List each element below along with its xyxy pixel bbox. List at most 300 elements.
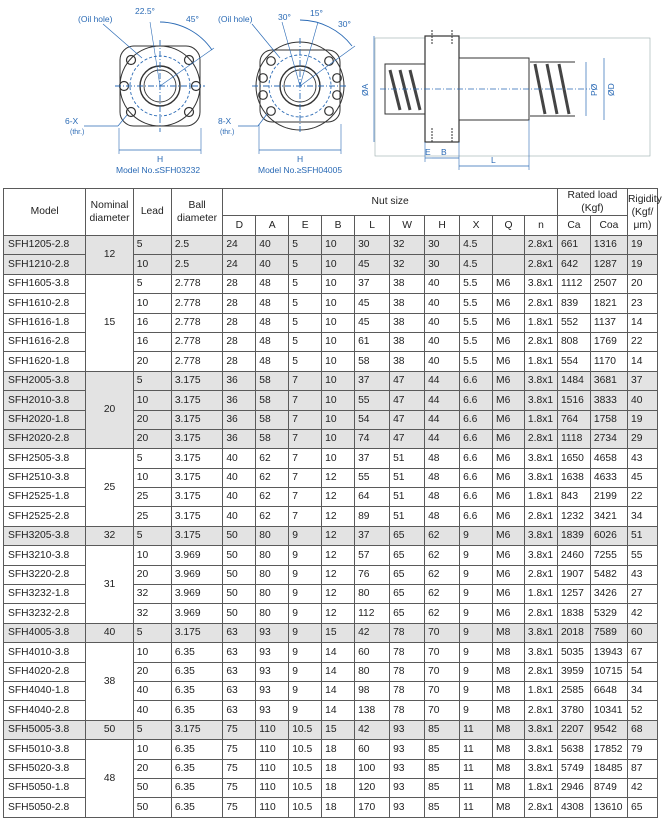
cell-a: 110 xyxy=(256,740,289,759)
cell-coa: 13610 xyxy=(590,798,627,817)
cell-n: 3.8x1 xyxy=(524,643,557,662)
cell-model: SFH4005-3.8 xyxy=(4,623,86,642)
cell-l: 54 xyxy=(355,410,390,429)
cell-n: 2.8x1 xyxy=(524,604,557,623)
cell-h: 40 xyxy=(425,352,460,371)
cell-ca: 2460 xyxy=(557,546,590,565)
cell-q: M8 xyxy=(493,740,525,759)
cell-ca: 1118 xyxy=(557,429,590,448)
cell-model: SFH5010-3.8 xyxy=(4,740,86,759)
cell-b: 12 xyxy=(322,585,355,604)
cell-l: 61 xyxy=(355,332,390,351)
cell-d: 75 xyxy=(223,759,256,778)
cell-e: 7 xyxy=(289,507,322,526)
cell-b: 12 xyxy=(322,565,355,584)
header-nominal-diameter: Nominal diameter xyxy=(86,189,133,236)
cell-b: 14 xyxy=(322,643,355,662)
cell-e: 9 xyxy=(289,701,322,720)
cell-n: 2.8x1 xyxy=(524,662,557,681)
cell-ball-diameter: 6.35 xyxy=(171,740,222,759)
cell-x: 9 xyxy=(460,585,493,604)
cell-lead: 50 xyxy=(133,798,171,817)
cell-n: 1.8x1 xyxy=(524,585,557,604)
cell-h: 48 xyxy=(425,468,460,487)
header-rigidity: Rigidity (Kgf/ μm) xyxy=(627,189,657,236)
cell-ca: 1484 xyxy=(557,371,590,390)
cell-a: 58 xyxy=(256,391,289,410)
cell-l: 76 xyxy=(355,565,390,584)
cell-nominal-diameter: 15 xyxy=(86,274,133,371)
cell-h: 44 xyxy=(425,410,460,429)
cell-ball-diameter: 6.35 xyxy=(171,778,222,797)
cell-x: 9 xyxy=(460,604,493,623)
model-label-a: Model No.≤SFH03232 xyxy=(116,165,201,175)
cell-n: 3.8x1 xyxy=(524,391,557,410)
cell-q: M6 xyxy=(493,391,525,410)
cell-x: 6.6 xyxy=(460,410,493,429)
cell-a: 93 xyxy=(256,701,289,720)
cell-d: 63 xyxy=(223,623,256,642)
cell-ca: 5638 xyxy=(557,740,590,759)
cell-b: 12 xyxy=(322,526,355,545)
cell-rigidity: 20 xyxy=(627,274,657,293)
cell-ca: 2946 xyxy=(557,778,590,797)
cell-rigidity: 43 xyxy=(627,449,657,468)
cell-a: 48 xyxy=(256,274,289,293)
cell-x: 6.6 xyxy=(460,429,493,448)
cell-a: 110 xyxy=(256,778,289,797)
cell-rigidity: 19 xyxy=(627,410,657,429)
cell-model: SFH3220-2.8 xyxy=(4,565,86,584)
cell-e: 10.5 xyxy=(289,759,322,778)
cell-lead: 10 xyxy=(133,643,171,662)
cell-e: 7 xyxy=(289,429,322,448)
cell-d: 36 xyxy=(223,410,256,429)
cell-l: 100 xyxy=(355,759,390,778)
cell-a: 62 xyxy=(256,507,289,526)
cell-ball-diameter: 2.778 xyxy=(171,332,222,351)
cell-lead: 5 xyxy=(133,274,171,293)
cell-b: 12 xyxy=(322,546,355,565)
cell-x: 4.5 xyxy=(460,236,493,255)
cell-ca: 1838 xyxy=(557,604,590,623)
cell-w: 38 xyxy=(390,274,425,293)
cell-n: 2.8x1 xyxy=(524,332,557,351)
cell-coa: 3421 xyxy=(590,507,627,526)
cell-a: 62 xyxy=(256,488,289,507)
cell-q: M6 xyxy=(493,546,525,565)
cell-l: 55 xyxy=(355,468,390,487)
cell-b: 10 xyxy=(322,391,355,410)
cell-h: 48 xyxy=(425,488,460,507)
cell-q: M8 xyxy=(493,643,525,662)
cell-a: 48 xyxy=(256,332,289,351)
cell-a: 48 xyxy=(256,352,289,371)
cell-rigidity: 67 xyxy=(627,643,657,662)
cell-e: 7 xyxy=(289,391,322,410)
cell-lead: 10 xyxy=(133,740,171,759)
cell-a: 80 xyxy=(256,526,289,545)
cell-b: 18 xyxy=(322,740,355,759)
cell-ca: 1516 xyxy=(557,391,590,410)
holes-label-a: 6-X xyxy=(65,116,79,126)
cell-ball-diameter: 3.175 xyxy=(171,371,222,390)
cell-rigidity: 40 xyxy=(627,391,657,410)
cell-rigidity: 29 xyxy=(627,429,657,448)
cell-q xyxy=(493,236,525,255)
dim-b-label: B xyxy=(441,147,447,157)
cell-w: 51 xyxy=(390,507,425,526)
cell-coa: 10715 xyxy=(590,662,627,681)
subheader-q: Q xyxy=(493,216,525,236)
cell-e: 7 xyxy=(289,468,322,487)
cell-x: 9 xyxy=(460,643,493,662)
cell-n: 2.8x1 xyxy=(524,701,557,720)
angle-label-b1: 30° xyxy=(278,12,291,22)
cell-b: 10 xyxy=(322,410,355,429)
cell-lead: 32 xyxy=(133,585,171,604)
cell-model: SFH1620-1.8 xyxy=(4,352,86,371)
holes-label-b: 8-X xyxy=(218,116,232,126)
cell-l: 30 xyxy=(355,236,390,255)
cell-lead: 16 xyxy=(133,313,171,332)
cell-coa: 6026 xyxy=(590,526,627,545)
cell-b: 14 xyxy=(322,662,355,681)
cell-ca: 1650 xyxy=(557,449,590,468)
dim-d-label: ØD xyxy=(606,83,616,96)
cell-e: 9 xyxy=(289,643,322,662)
cell-b: 18 xyxy=(322,798,355,817)
cell-coa: 1137 xyxy=(590,313,627,332)
cell-coa: 10341 xyxy=(590,701,627,720)
cell-d: 63 xyxy=(223,681,256,700)
cell-w: 51 xyxy=(390,468,425,487)
cell-q: M6 xyxy=(493,585,525,604)
cell-h: 40 xyxy=(425,332,460,351)
cell-a: 48 xyxy=(256,313,289,332)
cell-ca: 2207 xyxy=(557,720,590,739)
cell-model: SFH5020-3.8 xyxy=(4,759,86,778)
cell-q: M8 xyxy=(493,720,525,739)
cell-h: 62 xyxy=(425,526,460,545)
cell-rigidity: 22 xyxy=(627,488,657,507)
cell-q: M6 xyxy=(493,604,525,623)
cell-a: 40 xyxy=(256,255,289,274)
cell-b: 10 xyxy=(322,429,355,448)
cell-l: 120 xyxy=(355,778,390,797)
cell-e: 9 xyxy=(289,681,322,700)
cell-l: 58 xyxy=(355,352,390,371)
flange-drawing-a xyxy=(84,22,214,154)
header-rated-load: Rated load (Kgf) xyxy=(557,189,627,216)
cell-lead: 20 xyxy=(133,565,171,584)
cell-n: 2.8x1 xyxy=(524,294,557,313)
cell-ball-diameter: 3.175 xyxy=(171,526,222,545)
cell-ca: 764 xyxy=(557,410,590,429)
thr-label-b: (thr.) xyxy=(220,129,235,136)
cell-model: SFH1616-1.8 xyxy=(4,313,86,332)
cell-ball-diameter: 2.778 xyxy=(171,352,222,371)
cell-h: 30 xyxy=(425,236,460,255)
cell-lead: 10 xyxy=(133,255,171,274)
cell-e: 5 xyxy=(289,255,322,274)
cell-ball-diameter: 6.35 xyxy=(171,798,222,817)
cell-d: 28 xyxy=(223,274,256,293)
cell-rigidity: 45 xyxy=(627,468,657,487)
cell-a: 62 xyxy=(256,468,289,487)
cell-a: 93 xyxy=(256,681,289,700)
cell-nominal-diameter: 20 xyxy=(86,371,133,449)
cell-x: 5.5 xyxy=(460,294,493,313)
cell-model: SFH4020-2.8 xyxy=(4,662,86,681)
cell-n: 2.8x1 xyxy=(524,507,557,526)
cell-ball-diameter: 3.175 xyxy=(171,410,222,429)
cell-e: 7 xyxy=(289,410,322,429)
cell-x: 6.6 xyxy=(460,391,493,410)
cell-coa: 3833 xyxy=(590,391,627,410)
cell-a: 48 xyxy=(256,294,289,313)
cell-w: 65 xyxy=(390,546,425,565)
cell-e: 9 xyxy=(289,546,322,565)
cell-ball-diameter: 2.5 xyxy=(171,236,222,255)
cell-rigidity: 14 xyxy=(627,352,657,371)
technical-drawings xyxy=(0,0,660,186)
cell-ball-diameter: 6.35 xyxy=(171,662,222,681)
cell-w: 47 xyxy=(390,371,425,390)
cell-w: 32 xyxy=(390,255,425,274)
cell-lead: 20 xyxy=(133,759,171,778)
cell-nominal-diameter: 40 xyxy=(86,623,133,642)
cell-lead: 5 xyxy=(133,720,171,739)
oil-hole-label-b: (Oil hole) xyxy=(218,14,253,24)
cell-h: 48 xyxy=(425,507,460,526)
cell-h: 70 xyxy=(425,643,460,662)
cell-rigidity: 19 xyxy=(627,236,657,255)
cell-w: 93 xyxy=(390,720,425,739)
cell-model: SFH5050-2.8 xyxy=(4,798,86,817)
cell-q: M6 xyxy=(493,429,525,448)
cell-q: M6 xyxy=(493,488,525,507)
cell-rigidity: 42 xyxy=(627,778,657,797)
cell-d: 24 xyxy=(223,236,256,255)
cell-l: 37 xyxy=(355,449,390,468)
cell-rigidity: 27 xyxy=(627,585,657,604)
cell-lead: 32 xyxy=(133,604,171,623)
cell-ball-diameter: 2.778 xyxy=(171,294,222,313)
cell-coa: 7589 xyxy=(590,623,627,642)
cell-l: 112 xyxy=(355,604,390,623)
cell-h: 44 xyxy=(425,429,460,448)
cell-lead: 16 xyxy=(133,332,171,351)
cell-b: 10 xyxy=(322,352,355,371)
cell-ball-diameter: 3.175 xyxy=(171,429,222,448)
oil-hole-label-a: (Oil hole) xyxy=(78,14,113,24)
cell-ca: 1907 xyxy=(557,565,590,584)
cell-e: 10.5 xyxy=(289,798,322,817)
cell-ball-diameter: 3.175 xyxy=(171,720,222,739)
cell-w: 51 xyxy=(390,449,425,468)
cell-w: 65 xyxy=(390,526,425,545)
cell-d: 28 xyxy=(223,313,256,332)
cell-model: SFH5050-1.8 xyxy=(4,778,86,797)
cell-lead: 10 xyxy=(133,391,171,410)
cell-x: 9 xyxy=(460,662,493,681)
cell-n: 2.8x1 xyxy=(524,798,557,817)
cell-x: 9 xyxy=(460,526,493,545)
cell-rigidity: 60 xyxy=(627,623,657,642)
cell-lead: 40 xyxy=(133,681,171,700)
cell-lead: 25 xyxy=(133,488,171,507)
cell-x: 11 xyxy=(460,759,493,778)
cell-b: 12 xyxy=(322,604,355,623)
cell-e: 5 xyxy=(289,332,322,351)
cell-l: 170 xyxy=(355,798,390,817)
cell-ca: 5035 xyxy=(557,643,590,662)
cell-q: M6 xyxy=(493,507,525,526)
cell-q: M6 xyxy=(493,526,525,545)
cell-l: 37 xyxy=(355,274,390,293)
cell-coa: 3426 xyxy=(590,585,627,604)
cell-model: SFH1610-2.8 xyxy=(4,294,86,313)
cell-ca: 843 xyxy=(557,488,590,507)
cell-x: 9 xyxy=(460,701,493,720)
cell-ca: 5749 xyxy=(557,759,590,778)
cell-model: SFH2510-3.8 xyxy=(4,468,86,487)
cell-q xyxy=(493,255,525,274)
cell-model: SFH2010-3.8 xyxy=(4,391,86,410)
cell-lead: 50 xyxy=(133,778,171,797)
cell-a: 93 xyxy=(256,662,289,681)
cell-h: 40 xyxy=(425,274,460,293)
cell-rigidity: 68 xyxy=(627,720,657,739)
cell-w: 51 xyxy=(390,488,425,507)
cell-h: 70 xyxy=(425,662,460,681)
cell-w: 38 xyxy=(390,352,425,371)
cell-lead: 5 xyxy=(133,371,171,390)
cell-model: SFH3210-3.8 xyxy=(4,546,86,565)
cell-q: M8 xyxy=(493,701,525,720)
cell-a: 110 xyxy=(256,759,289,778)
cell-b: 10 xyxy=(322,236,355,255)
cell-q: M6 xyxy=(493,468,525,487)
cell-l: 89 xyxy=(355,507,390,526)
cell-rigidity: 65 xyxy=(627,798,657,817)
cell-b: 10 xyxy=(322,332,355,351)
header-lead: Lead xyxy=(133,189,171,236)
cell-rigidity: 14 xyxy=(627,313,657,332)
cell-e: 9 xyxy=(289,662,322,681)
cell-b: 14 xyxy=(322,701,355,720)
cell-ca: 554 xyxy=(557,352,590,371)
cell-ca: 1232 xyxy=(557,507,590,526)
dim-a-label: ØA xyxy=(360,83,370,96)
cell-lead: 25 xyxy=(133,507,171,526)
cell-q: M8 xyxy=(493,681,525,700)
cell-l: 80 xyxy=(355,585,390,604)
cell-d: 40 xyxy=(223,507,256,526)
cell-n: 3.8x1 xyxy=(524,623,557,642)
cell-coa: 2507 xyxy=(590,274,627,293)
cell-n: 3.8x1 xyxy=(524,759,557,778)
cell-ca: 1112 xyxy=(557,274,590,293)
cell-lead: 5 xyxy=(133,526,171,545)
cell-coa: 2199 xyxy=(590,488,627,507)
cell-x: 9 xyxy=(460,681,493,700)
cell-nominal-diameter: 38 xyxy=(86,643,133,721)
cell-nominal-diameter: 50 xyxy=(86,720,133,739)
cell-rigidity: 52 xyxy=(627,701,657,720)
cell-coa: 7255 xyxy=(590,546,627,565)
cell-q: M6 xyxy=(493,274,525,293)
cell-w: 38 xyxy=(390,294,425,313)
cell-h: 44 xyxy=(425,391,460,410)
subheader-e: E xyxy=(289,216,322,236)
cell-d: 40 xyxy=(223,449,256,468)
cell-rigidity: 51 xyxy=(627,526,657,545)
cell-rigidity: 79 xyxy=(627,740,657,759)
cell-e: 9 xyxy=(289,585,322,604)
cell-n: 1.8x1 xyxy=(524,488,557,507)
cell-d: 36 xyxy=(223,429,256,448)
cell-q: M6 xyxy=(493,294,525,313)
cell-h: 85 xyxy=(425,778,460,797)
cell-nominal-diameter: 48 xyxy=(86,740,133,818)
cell-w: 93 xyxy=(390,740,425,759)
cell-lead: 5 xyxy=(133,236,171,255)
cell-ca: 1257 xyxy=(557,585,590,604)
angle-label-b2: 15° xyxy=(310,8,323,18)
cell-e: 5 xyxy=(289,236,322,255)
cell-ball-diameter: 3.175 xyxy=(171,488,222,507)
cell-d: 28 xyxy=(223,332,256,351)
cell-b: 10 xyxy=(322,371,355,390)
cell-ball-diameter: 3.175 xyxy=(171,507,222,526)
subheader-d: D xyxy=(223,216,256,236)
cell-x: 5.5 xyxy=(460,274,493,293)
cell-ca: 3959 xyxy=(557,662,590,681)
cell-l: 45 xyxy=(355,294,390,313)
cell-l: 37 xyxy=(355,526,390,545)
cell-w: 38 xyxy=(390,313,425,332)
cell-w: 65 xyxy=(390,604,425,623)
cell-n: 3.8x1 xyxy=(524,546,557,565)
cell-x: 6.6 xyxy=(460,371,493,390)
cell-n: 3.8x1 xyxy=(524,449,557,468)
subheader-n: n xyxy=(524,216,557,236)
cell-model: SFH1210-2.8 xyxy=(4,255,86,274)
cell-coa: 2734 xyxy=(590,429,627,448)
table-row xyxy=(4,371,658,390)
cell-d: 63 xyxy=(223,701,256,720)
header-nut-size: Nut size xyxy=(223,189,558,216)
cell-l: 55 xyxy=(355,391,390,410)
cell-lead: 10 xyxy=(133,546,171,565)
dim-pd-label: PØ xyxy=(589,83,599,96)
dim-l-label: L xyxy=(491,155,496,165)
cell-n: 3.8x1 xyxy=(524,720,557,739)
cell-ca: 1839 xyxy=(557,526,590,545)
cell-w: 78 xyxy=(390,643,425,662)
cell-d: 40 xyxy=(223,468,256,487)
cell-b: 10 xyxy=(322,449,355,468)
cell-model: SFH2525-2.8 xyxy=(4,507,86,526)
header-ball-diameter: Ball diameter xyxy=(171,189,222,236)
cell-e: 9 xyxy=(289,526,322,545)
cell-l: 80 xyxy=(355,662,390,681)
cell-coa: 18485 xyxy=(590,759,627,778)
cell-rigidity: 87 xyxy=(627,759,657,778)
cell-coa: 5329 xyxy=(590,604,627,623)
